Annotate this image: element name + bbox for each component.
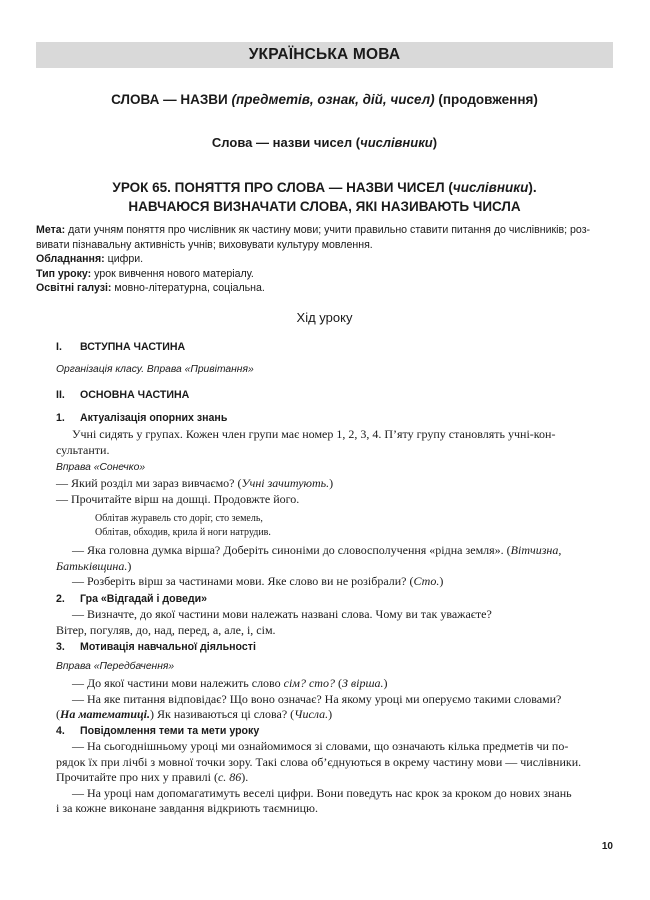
- subject-banner: [36, 42, 613, 68]
- page-number: 10: [601, 841, 613, 852]
- questions-block-1: [56, 476, 613, 507]
- equipment-line: Обладнання: цифри.: [36, 253, 144, 265]
- paragraph-groups: Учні сидять у групах. Кожен член групи має номер 1, 2, 3, 4. П’яту групу становлять учні-кон- сультанти.: [56, 427, 556, 457]
- lesson-title-line1: УРОК 65. ПОНЯТТЯ ПРО СЛОВА — НАЗВИ ЧИСЕЛ (числівники).: [112, 180, 537, 195]
- subject-title: УКРАЇНСЬКА МОВА: [248, 46, 401, 63]
- subsection-3-heading: 3. Мотивація навчальної діяльності: [56, 641, 256, 653]
- lesson-title: [36, 178, 613, 216]
- section-intro-note: Організація класу. Вправа «Привітання»: [56, 364, 254, 375]
- question-4: — Розберіть вірш за частинами мови. Яке слово ви не розібрали? (Сто.): [72, 574, 444, 588]
- lesson-meta: [36, 223, 616, 296]
- question-1: — Який розділ ми зараз вивчаємо? (Учні зачитують.): [56, 476, 334, 490]
- section-intro-heading: I. ВСТУПНА ЧАСТИНА: [56, 341, 186, 353]
- exercise-sonechko: Вправа «Сонечко»: [56, 462, 146, 473]
- question-5: — Визначте, до якої частини мови належать названі слова. Чому ви так уважаєте?: [72, 607, 492, 621]
- paragraph-2-line2: рядок їх при лічбі з мовної точки зору. Такі слова об’єднуються в окрему частину мови — числівники.: [56, 754, 582, 769]
- course-title: Хід уроку: [296, 310, 353, 325]
- topic-heading: СЛОВА — НАЗВИ (предметів, ознак, дій, чисел) (продовження): [111, 92, 538, 107]
- paragraph-2-line1: — На сьогоднішньому уроці ми ознайомимося зі словами, що означають кілька предметів чи по-: [72, 739, 569, 753]
- paragraph-3-line2: і за кожне виконане завдання відкриють таємницю.: [56, 801, 318, 815]
- lesson-title-line2: НАВЧАЮСЯ ВИЗНАЧАТИ СЛОВА, ЯКІ НАЗИВАЮТЬ ЧИСЛА: [128, 199, 521, 214]
- lesson-type-line: Тип уроку: урок вивчення нового матеріалу.: [36, 267, 254, 280]
- exercise-peredbachennya: Вправа «Передбачення»: [56, 661, 175, 672]
- questions-block-2: [56, 543, 613, 590]
- poem-line-2: Облітав, обходив, крила й ноги натрудив.: [95, 527, 271, 538]
- question-7: — На яке питання відповідає? Що воно означає? На якому уроці ми оперуємо такими словами?: [72, 691, 562, 706]
- question-6: — До якої частини мови належить слово сім? сто? (З вірша.): [72, 676, 388, 690]
- topic-announcement: [56, 739, 613, 817]
- word-list: Вітер, погуляв, до, над, перед, а, але, і, сім.: [56, 622, 276, 637]
- paragraph-2-line3: Прочитайте про них у правилі (с. 86).: [56, 770, 249, 784]
- motivation-block: [56, 676, 613, 723]
- paragraph-3-line1: — На уроці нам допомагатимуть веселі цифри. Вони поведуть нас крок за кроком до нових знань: [72, 785, 572, 800]
- question-3: — Яка головна думка вірша? Доберіть синоніми до словосполучення «рідна земля». (Вітчизна,: [72, 543, 562, 557]
- areas-line: Освітні галузі: мовно-літературна, соціальна.: [36, 282, 265, 294]
- game-block: [56, 607, 613, 638]
- poem-line-1: Облітав журавель сто доріг, сто земель,: [95, 513, 263, 524]
- subsection-2-heading: 2. Гра «Відгадай і доведи»: [56, 593, 207, 605]
- question-3-cont: Батьківщина.): [56, 558, 132, 573]
- section-main-heading: II. ОСНОВНА ЧАСТИНА: [56, 389, 190, 401]
- question-2: — Прочитайте вірш на дошці. Продовжте його.: [56, 491, 300, 506]
- subsection-1-heading: 1. Актуалізація опорних знань: [56, 412, 228, 424]
- subtopic-heading: Слова — назви чисел (числівники): [211, 135, 438, 150]
- poem: [95, 512, 271, 540]
- question-7-cont: (На математиці.) Як називаються ці слова? (Числа.): [56, 707, 333, 721]
- subsection-4-heading: 4. Повідомлення теми та мети уроку: [56, 725, 260, 737]
- goal-line-cont: вивати пізнавальну активність учнів; виховувати культуру мовлення.: [36, 238, 373, 251]
- goal-line: Мета: дати учням поняття про числівник як частину мови; учити правильно ставити питання до числівників; роз-: [36, 224, 591, 236]
